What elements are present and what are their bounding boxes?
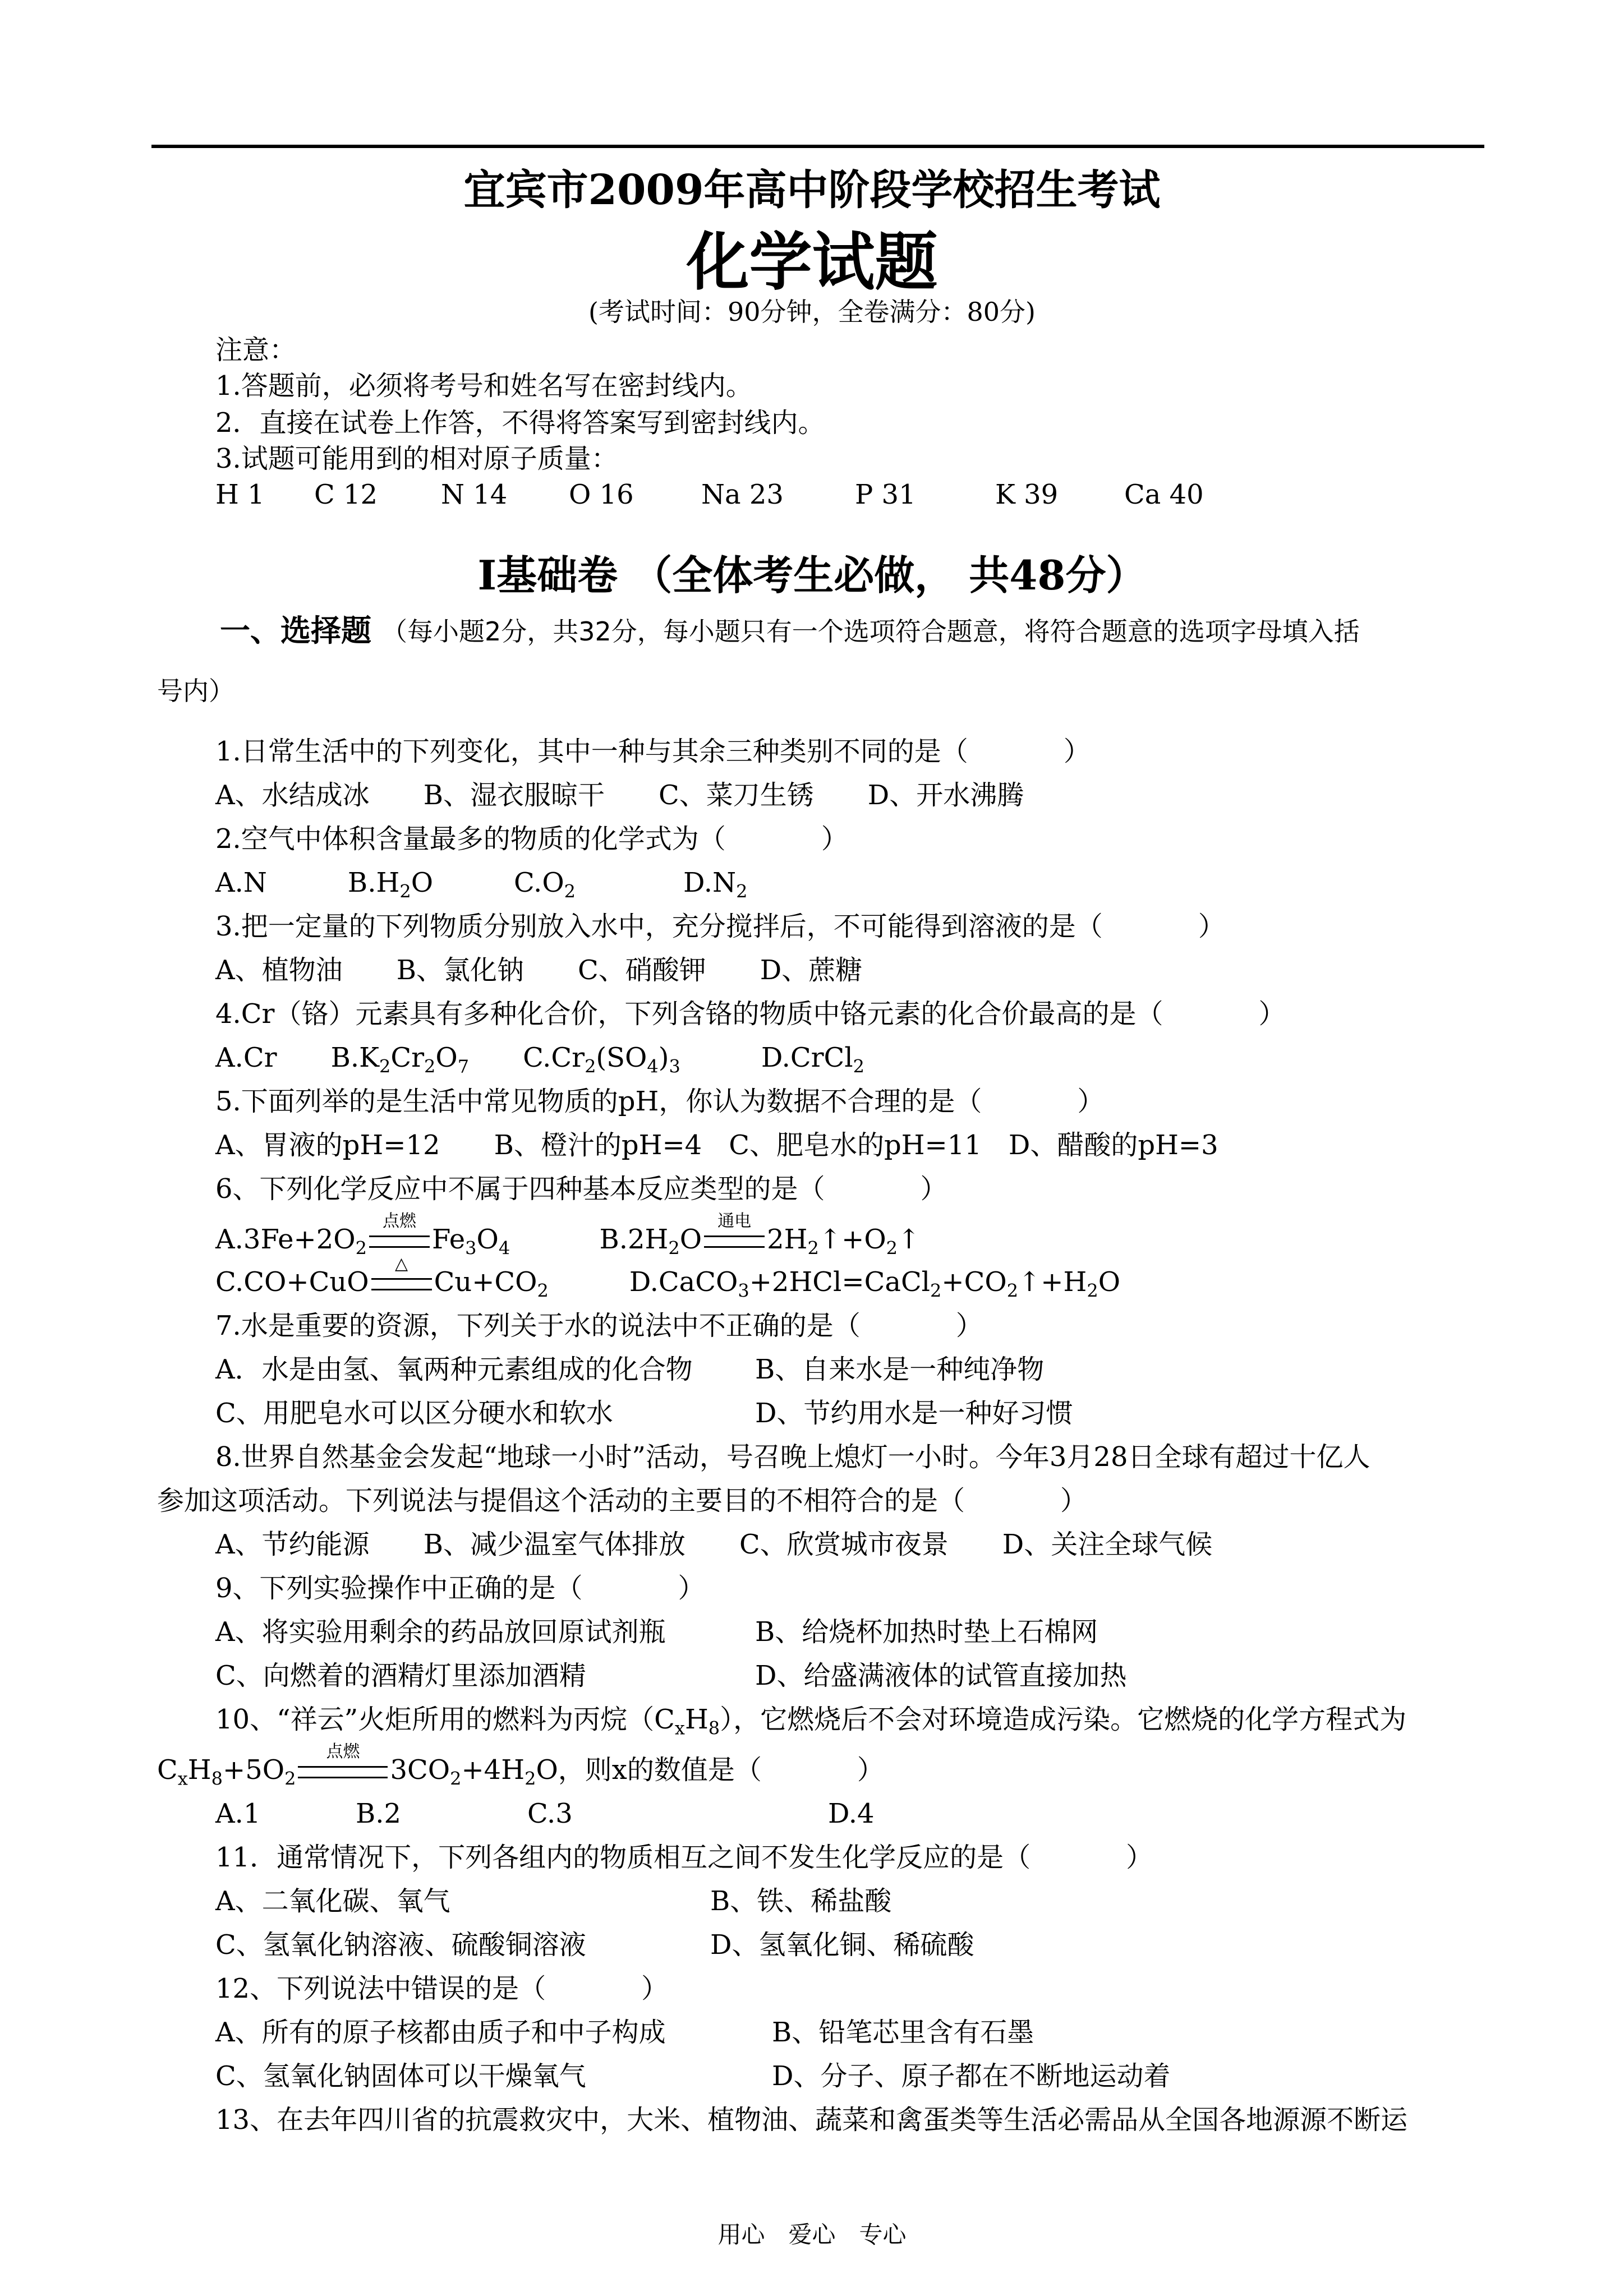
top-rule	[151, 145, 1484, 148]
atomic-mass: C 12	[314, 479, 378, 510]
atomic-mass: H 1	[215, 479, 265, 510]
question-8-options: A、节约能源 B、减少温室气体排放 C、欣赏城市夜景 D、关注全球气候	[215, 1529, 1213, 1560]
notice-item: 2．直接在试卷上作答，不得将答案写到密封线内。	[215, 407, 825, 439]
question-6-options-cd: C.CO+CuO △ $Cu+CO_2$ $D.CaCO_3+2HCl=CaCl_2+CO_2↑+H_2O$	[215, 1253, 1121, 1302]
atomic-mass: K 39	[995, 479, 1059, 510]
question-10-equation: $C_xH_8+5O_2$ 点燃 $3CO_2+4H_2O$，则x的数值是（ ）	[157, 1741, 884, 1790]
question-9-option: A、将实验用剩余的药品放回原试剂瓶	[215, 1616, 666, 1648]
question-7-option: D、节约用水是一种好习惯	[755, 1398, 1073, 1429]
question-6-options-ab: $A.3Fe+2O_2$ 点燃 $Fe_3O_4$ $B.2H_2O$ 通电 $2H_2↑+O_2↑$	[215, 1211, 921, 1259]
question-9-option: C、向燃着的酒精灯里添加酒精	[215, 1660, 586, 1691]
exam-info: (考试时间：90分钟，全卷满分：80分)	[588, 297, 1036, 327]
atomic-mass: Na 23	[701, 479, 784, 510]
atomic-mass: Ca 40	[1124, 479, 1204, 510]
question-2-options: A.N $B.H_2O$ $C.O_2$ $D.N_2$	[215, 867, 748, 902]
atomic-mass: O 16	[569, 479, 634, 510]
part-note-cont: 号内）	[157, 676, 234, 706]
atomic-mass: P 31	[855, 479, 916, 510]
notice-heading: 注意：	[215, 334, 297, 366]
question-9-option: B、给烧杯加热时垫上石棉网	[755, 1616, 1098, 1648]
notice-item: 3.试题可能用到的相对原子质量：	[215, 443, 618, 474]
question-7-option: A．水是由氢、氧两种元素组成的化合物	[215, 1354, 693, 1385]
question-4: 4.Cr（铬）元素具有多种化合价，下列含铬的物质中铬元素的化合价最高的是（ ）	[215, 998, 1286, 1030]
question-5-options: A、胃液的pH=12 B、橙汁的pH=4 C、肥皂水的pH=11 D、醋酸的pH=3	[215, 1129, 1218, 1161]
question-13: 13、在去年四川省的抗震救灾中，大米、植物油、蔬菜和禽蛋类等生活必需品从全国各地源源不断运	[215, 2104, 1408, 2136]
question-12-option: B、铅笔芯里含有石墨	[772, 2017, 1034, 2048]
question-7: 7.水是重要的资源，下列关于水的说法中不正确的是（ ）	[215, 1310, 983, 1341]
question-11-option: A、二氧化碳、氧气	[215, 1885, 450, 1917]
question-11: 11．通常情况下，下列各组内的物质相互之间不发生化学反应的是（ ）	[215, 1842, 1153, 1873]
question-9-option: D、给盛满液体的试管直接加热	[755, 1660, 1127, 1691]
question-12-option: D、分子、原子都在不断地运动着	[772, 2060, 1171, 2092]
notice-item: 1.答题前，必须将考号和姓名写在密封线内。	[215, 370, 753, 402]
question-11-option: C、氢氧化钠溶液、硫酸铜溶液	[215, 1929, 586, 1961]
section-title: Ⅰ基础卷 （全体考生必做， 共48分）	[477, 551, 1147, 599]
atomic-mass: N 14	[441, 479, 508, 510]
question-12-option: A、所有的原子核都由质子和中子构成	[215, 2017, 666, 2048]
part-title: 一、选择题	[220, 613, 371, 648]
question-7-option: C、用肥皂水可以区分硬水和软水	[215, 1398, 613, 1429]
question-2: 2.空气中体积含量最多的物质的化学式为（ ）	[215, 823, 848, 855]
question-11-option: D、氢氧化铜、稀硫酸	[710, 1929, 974, 1961]
question-9: 9、下列实验操作中正确的是（ ）	[215, 1573, 705, 1604]
page-footer: 用心 爱心 专心	[717, 2221, 907, 2248]
question-12-option: C、氢氧化钠固体可以干燥氧气	[215, 2060, 586, 2092]
question-11-option: B、铁、稀盐酸	[710, 1885, 892, 1917]
question-6: 6、下列化学反应中不属于四种基本反应类型的是（ ）	[215, 1173, 947, 1205]
question-8-cont: 参加这项活动。下列说法与提倡这个活动的主要目的不相符合的是（ ）	[157, 1485, 1088, 1516]
question-7-option: B、自来水是一种纯净物	[755, 1354, 1045, 1385]
question-5: 5.下面列举的是生活中常见物质的pH，你认为数据不合理的是（ ）	[215, 1086, 1105, 1117]
question-12: 12、下列说法中错误的是（ ）	[215, 1973, 669, 2004]
atomic-mass-list	[215, 478, 1450, 511]
question-3: 3.把一定量的下列物质分别放入水中，充分搅拌后，不可能得到溶液的是（ ）	[215, 911, 1225, 942]
question-4-options: A.Cr $B.K_2Cr_2O_7$ $C.Cr_2(SO_4)_3$ D.CrCl$_2$	[215, 1042, 864, 1077]
question-3-options: A、植物油 B、氯化钠 C、硝酸钾 D、蔗糖	[215, 955, 863, 986]
question-1: 1.日常生活中的下列变化，其中一种与其余三种类别不同的是（ ）	[215, 736, 1091, 767]
exam-title: 宜宾市2009年高中阶段学校招生考试	[463, 166, 1161, 214]
question-10: 10、“祥云”火炬所用的燃料为丙烷$(C_xH_8)$，它燃烧后不会对环境造成污染。它燃烧的化学方程式为	[215, 1704, 1407, 1739]
question-8: 8.世界自然基金会发起“地球一小时”活动，号召晚上熄灯一小时。今年3月28日全球有超过十亿人	[215, 1441, 1370, 1473]
subject-title: 化学试题	[686, 225, 938, 299]
question-1-options: A、水结成冰 B、湿衣服晾干 C、菜刀生锈 D、开水沸腾	[215, 780, 1024, 811]
part-note: （每小题2分，共32分，每小题只有一个选项符合题意，将符合题意的选项字母填入括	[381, 616, 1360, 647]
question-10-options: A.1 B.2 C.3 D.4	[215, 1798, 875, 1829]
